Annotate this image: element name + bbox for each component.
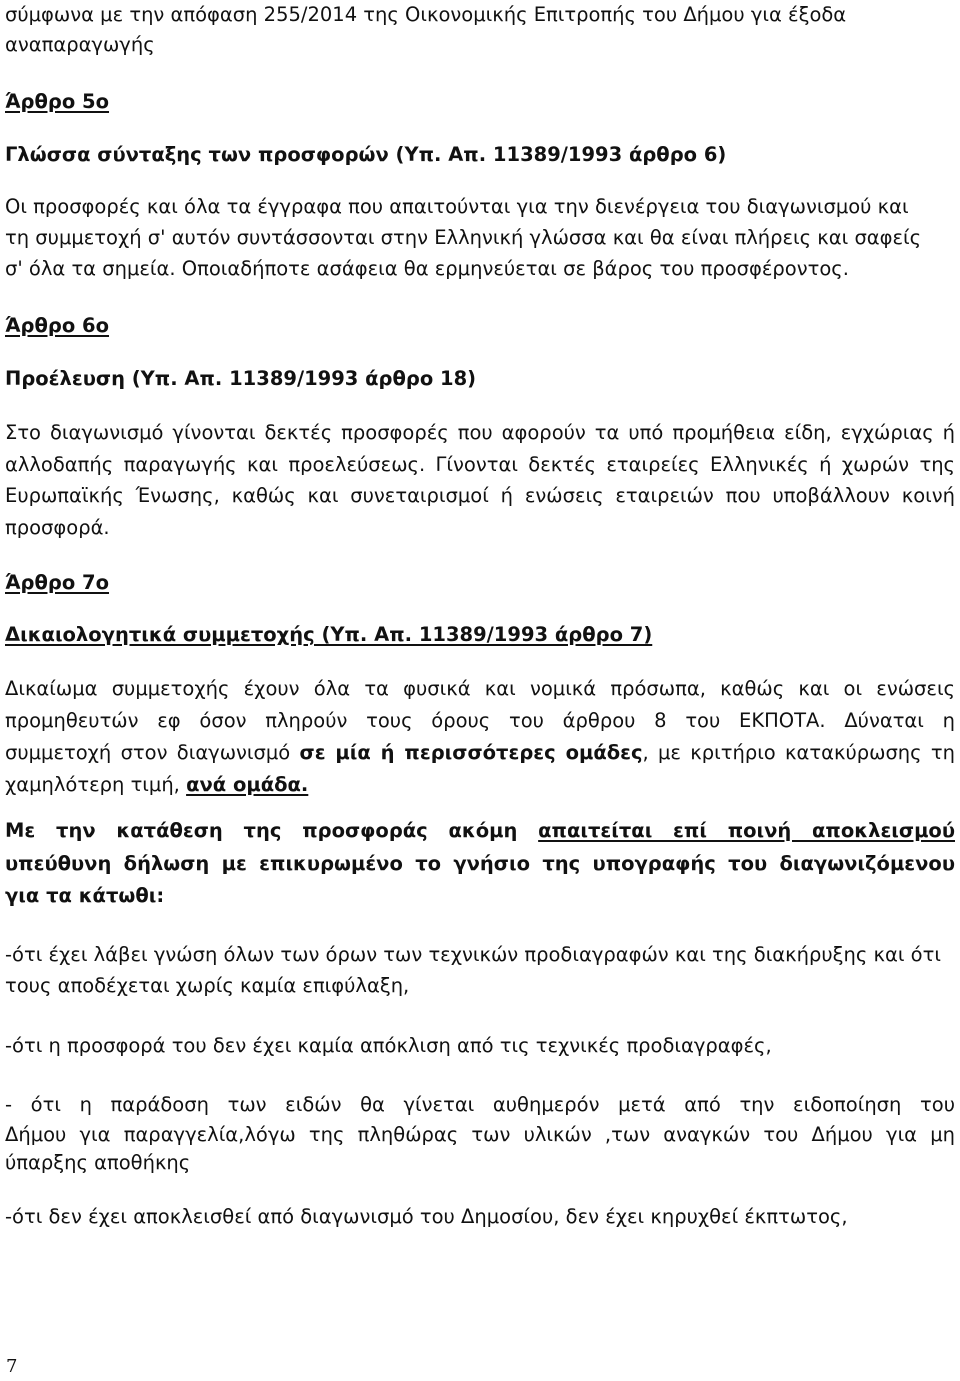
article-6-title: Άρθρο 6ο — [5, 314, 110, 337]
exclusion-penalty-text: απαιτείται επί ποινή αποκλεισμού — [538, 819, 955, 842]
list-item-3-line-3: ύπαρξης αποθήκης — [5, 1151, 191, 1174]
list-item-1-line-1: -ότι έχει λάβει γνώση όλων των όρων των τεχνικών προδιαγραφών και της διακήρυξης και ότι — [5, 943, 941, 966]
article-6-subtitle: Προέλευση (Υπ. Απ. 11389/1993 άρθρο 18) — [5, 367, 477, 390]
per-group-text: ανά ομάδα. — [186, 773, 309, 796]
article-5-paragraph-line-1: Οι προσφορές και όλα τα έγγραφα που απαιτούνται για την διενέργεια του διαγωνισμού και — [5, 195, 909, 218]
list-item-4-line-1: -ότι δεν έχει αποκλεισθεί από διαγωνισμό του Δημοσίου, δεν έχει κηρυχθεί έκπτωτος, — [5, 1205, 848, 1228]
list-item-2-line-1: -ότι η προσφορά του δεν έχει καμία απόκλιση από τις τεχνικές προδιαγραφές, — [5, 1034, 772, 1057]
text-segment: Με την κατάθεση της προσφοράς ακόμη — [5, 819, 539, 842]
requirement-line-3: για τα κάτωθι: — [5, 884, 165, 907]
article-5-paragraph-line-2: τη συμμετοχή σ' αυτόν συντάσσονται στην Ελληνική γλώσσα και θα είναι πλήρεις και σαφείς — [5, 226, 922, 249]
requirement-line-1 — [5, 816, 955, 846]
article-5-subtitle: Γλώσσα σύνταξης των προσφορών (Υπ. Απ. 11389/1993 άρθρο 6) — [5, 143, 727, 166]
article-7-title: Άρθρο 7ο — [5, 571, 110, 594]
intro-line-1: σύμφωνα με την απόφαση 255/2014 της Οικονομικής Επιτροπής του Δήμου για έξοδα — [5, 3, 847, 26]
text-segment: συμμετοχή στον διαγωνισμό — [5, 741, 300, 764]
list-item-1-line-2: τους αποδέχεται χωρίς καμία επιφύλαξη, — [5, 974, 410, 997]
article-7-subtitle: Δικαιολογητικά συμμετοχής (Υπ. Απ. 11389/1993 άρθρο 7) — [5, 623, 653, 646]
bold-groups-text: σε μία ή περισσότερες ομάδες — [299, 741, 643, 764]
article-6-paragraph-line-1: Στο διαγωνισμό γίνονται δεκτές προσφορές που αφορούν τα υπό προμήθεια είδη, εγχώριας ή — [5, 421, 955, 444]
article-7-paragraph-line-1: Δικαίωμα συμμετοχής έχουν όλα τα φυσικά και νομικά πρόσωπα, καθώς και οι ενώσεις — [5, 677, 955, 700]
article-5-paragraph-line-3: σ' όλα τα σημεία. Οποιαδήποτε ασάφεια θα ερμηνεύεται σε βάρος του προσφέροντος. — [5, 257, 849, 280]
article-7-paragraph-line-4 — [5, 770, 955, 800]
list-item-3-line-2: Δήμου για παραγγελία,λόγω της πληθώρας των υλικών ,των αναγκών του Δήμου για μη — [5, 1123, 955, 1146]
text-segment: , με κριτήριο κατακύρωσης τη — [642, 741, 955, 764]
article-6-paragraph-line-4: προσφορά. — [5, 516, 110, 539]
intro-line-2: αναπαραγωγής — [5, 33, 155, 56]
article-6-paragraph-line-2: αλλοδαπής παραγωγής και προελεύσεως. Γίνονται δεκτές εταιρείες Ελληνικές ή χωρών της — [5, 453, 955, 476]
requirement-line-2: υπεύθυνη δήλωση με επικυρωμένο το γνήσιο της υπογραφής του διαγωνιζόμενου — [5, 852, 955, 875]
page-number: 7 — [6, 1356, 18, 1377]
article-6-paragraph-line-3: Ευρωπαϊκής Ένωσης, καθώς και συνεταιρισμοί ή ενώσεις εταιρειών που υποβάλλουν κοινή — [5, 484, 955, 507]
article-7-paragraph-line-3 — [5, 738, 955, 768]
article-5-title: Άρθρο 5ο — [5, 90, 110, 113]
list-item-3-line-1: - ότι η παράδοση των ειδών θα γίνεται αυθημερόν μετά από την ειδοποίηση του — [5, 1093, 955, 1116]
article-7-paragraph-line-2: προμηθευτών εφ όσον πληρούν τους όρους του άρθρου 8 του ΕΚΠΟΤΑ. Δύναται η — [5, 709, 955, 732]
text-segment: χαμηλότερη τιμή, — [5, 773, 187, 796]
